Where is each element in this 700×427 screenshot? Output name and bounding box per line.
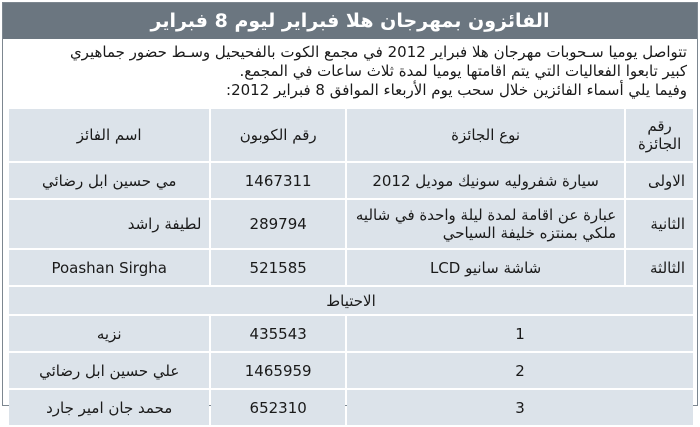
reserve-winner: نزيه	[9, 316, 209, 351]
reserve-order: 3	[347, 390, 693, 425]
row-rank: الثالثة	[626, 250, 693, 285]
reserve-winner: محمد جان امير جارد	[9, 390, 209, 425]
reserve-coupon: 1465959	[211, 353, 345, 388]
header-rank: رقم الجائزة	[626, 109, 693, 161]
row-rank: الثانية	[626, 200, 693, 248]
row-coupon: 289794	[211, 200, 345, 248]
reserve-label: الاحتياط	[9, 287, 693, 314]
page-title: الفائزون بمهرجان هلا فبراير ليوم 8 فبراير	[3, 3, 697, 39]
row-coupon: 1467311	[211, 163, 345, 198]
reserve-coupon: 435543	[211, 316, 345, 351]
intro-text	[11, 43, 687, 100]
header-prize-type: نوع الجائزة	[347, 109, 624, 161]
reserve-row	[9, 316, 693, 351]
table-row	[9, 163, 693, 198]
winners-card	[2, 2, 698, 417]
header-coupon: رقم الكوبون	[211, 109, 345, 161]
reserve-row	[9, 353, 693, 388]
row-coupon: 521585	[211, 250, 345, 285]
reserve-coupon: 652310	[211, 390, 345, 425]
header-winner: اسم الفائز	[9, 109, 209, 161]
intro-line-1: تتواصل يوميا سـحوبات مهرجان هلا فبراير 2012 في مجمع الكوت بالفحيحيل وسـط حضور جماهيري	[69, 43, 687, 61]
row-winner: لطيفة راشد	[9, 200, 209, 248]
table-row	[9, 250, 693, 285]
winners-table	[7, 107, 695, 427]
table-row	[9, 200, 693, 248]
intro-line-2: كبير تابعوا الفعاليات التي يتم اقامتها يوميا لمدة ثلاث ساعات في المجمع.	[239, 62, 687, 80]
row-rank: الاولى	[626, 163, 693, 198]
reserve-winner: علي حسين ابل رضائي	[9, 353, 209, 388]
reserve-order: 2	[347, 353, 693, 388]
row-prize-type: شاشة سانيو LCD	[347, 250, 624, 285]
row-winner: Poashan Sirgha	[9, 250, 209, 285]
reserve-order: 1	[347, 316, 693, 351]
row-prize-type: عبارة عن اقامة لمدة ليلة واحدة في شاليه ملكي بمنتزه خليفة السياحي	[347, 200, 624, 248]
row-winner: مي حسين ابل رضائي	[9, 163, 209, 198]
intro-line-3: وفيما يلي أسماء الفائزين خلال سحب يوم الأربعاء الموافق 8 فبراير 2012:	[226, 81, 687, 99]
row-prize-type: سيارة شفروليه سونيك موديل 2012	[347, 163, 624, 198]
reserve-header-row	[9, 287, 693, 314]
table-header-row	[9, 109, 693, 161]
